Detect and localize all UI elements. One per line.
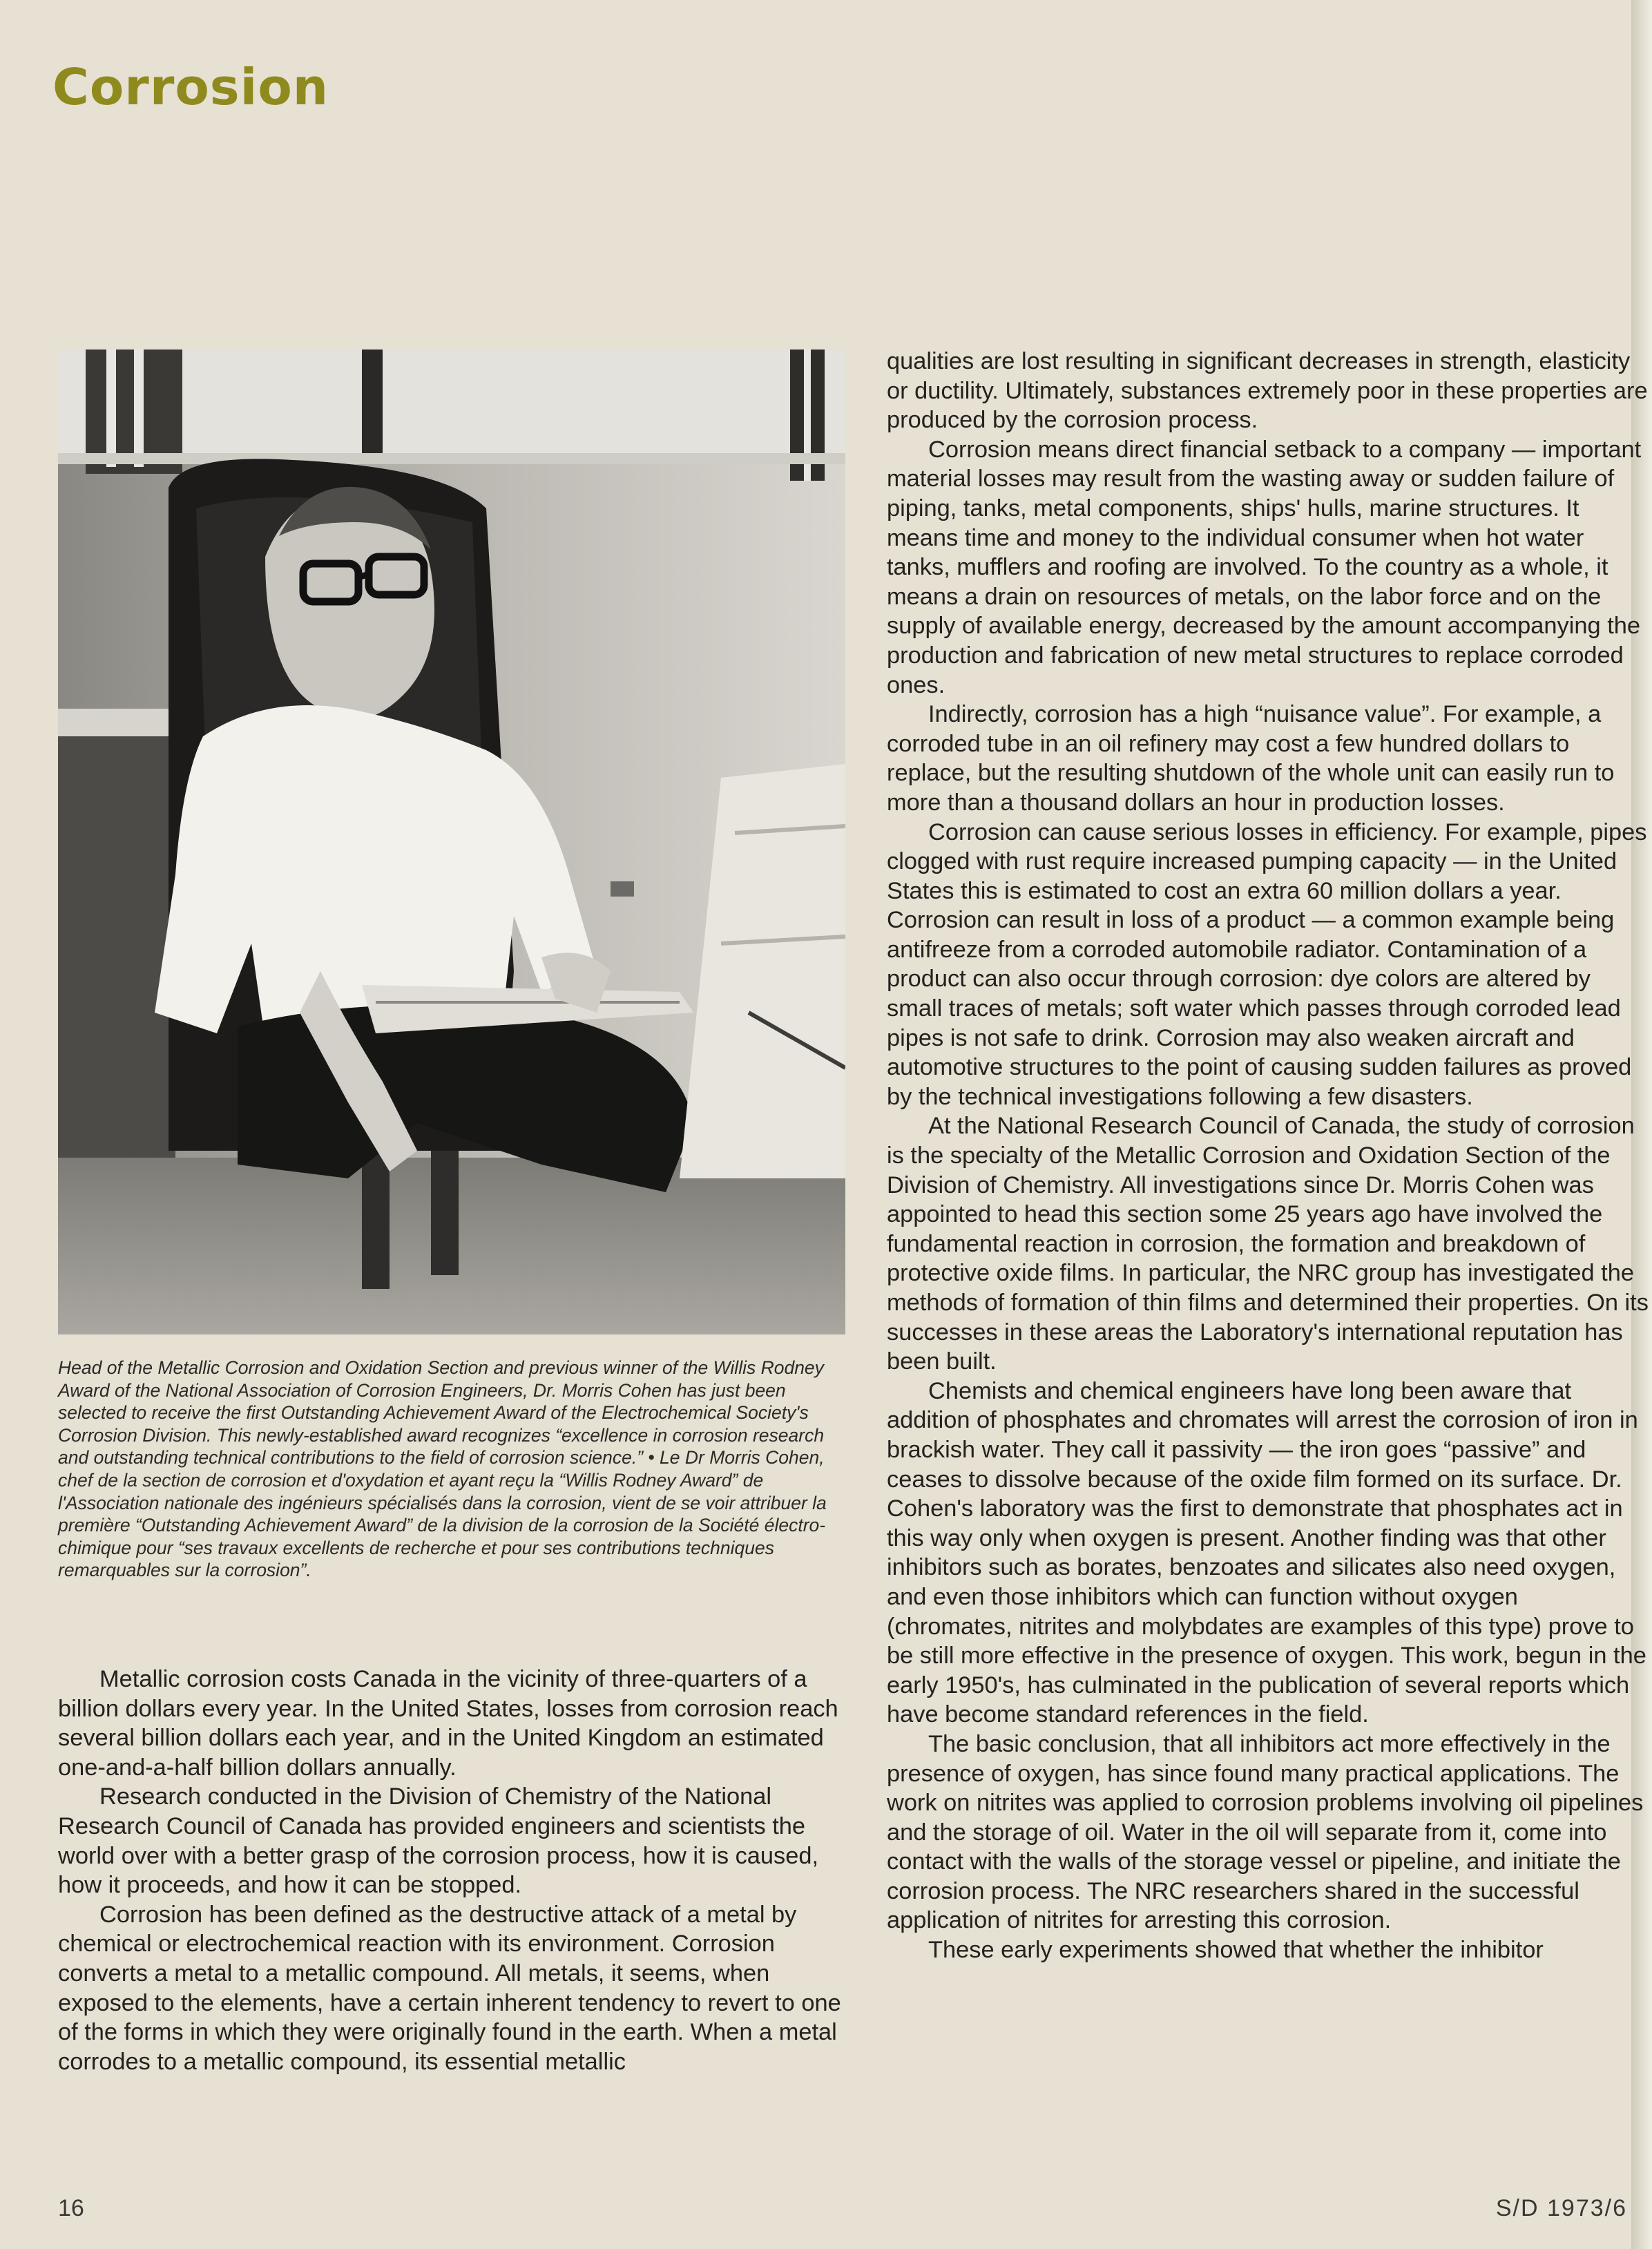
page-title: Corrosion — [52, 58, 329, 116]
portrait-photo — [58, 350, 845, 1334]
paragraph: At the National Research Council of Canada, the study of corrosion is the specialty of the Metallic Corrosion and Oxidation Section of the Division of Chemistry. All investigations since Dr. Morris Cohen was appointed to head this section some 25 years ago have involved the fundamental reaction in corrosion, the formation and breakdown of protective oxide films. In particular, the NRC group has investigated the methods of formation of thin films and determined their properties. On its successes in these areas the Laboratory's international reputation has been built. — [887, 1113, 1649, 1375]
paragraph: Indirectly, corrosion has a high “nuisance value”. For example, a corroded tube in an oil refinery may cost a few hundred dollars to replace, but the resulting shutdown of the whole unit can easily run to more than a thousand dollars an hour in production losses. — [887, 701, 1615, 816]
issue-label: S/D 1973/6 — [1495, 2195, 1627, 2221]
page-number: 16 — [58, 2195, 84, 2221]
paragraph: Chemists and chemical engineers have long been aware that addition of phosphates and chromates will arrest the corrosion of iron in brackish water. They call it passivity — the iron goes “passive” and ceases to dissolve because of the oxide film formed on its surface. Dr. Cohen's laboratory was the first to demonstrate that phosphates act in this way only when oxygen is present. Another finding was that other inhibitors such as borates, benzoates and silicates also need oxygen, and even those inhibitors which can function without oxygen (chromates, nitrites and molybdates are examples of this type) prove to be still more effective in the presence of oxygen. This work, begun in the early 1950's, has culminated in the publication of several reports which have become standard references in the field. — [887, 1377, 1646, 1728]
paragraph: The basic conclusion, that all inhibitors act more effectively in the presence of oxygen, has since found many practical applications. The work on nitrites was applied to corrosion problems involving oil pipelines and the storage of oil. Water in the oil will separate from it, come into contact with the walls of the storage vessel or pipeline, and initiate the corrosion process. The NRC researchers shared in the successful application of nitrites for arresting this corrosion. — [887, 1730, 1644, 1934]
photo-caption: Head of the Metallic Corrosion and Oxidation Section and previous winner of the Willis Rodney Award of the National Association of Corrosion Engineers, Dr. Morris Cohen has just been selected to receive the first Outstanding Achievement Award of the Electrochemical Society's Corrosion Division. This newly-established award recognizes “excellence in corrosion research and outstanding technical contributions to the field of corrosion science.” • Le Dr Morris Cohen, chef de la section de corrosion et d'oxydation et ayant reçu la “Willis Rodney Award” de l'Association nationale des ingénieurs spécialisés dans la corrosion, vient de se voir attribuer la première “Outstanding Achievement Award” de la division de la corrosion de la Société électro-chimique pour “ses travaux excellents de recherche et pour ses contributions techniques remarquables sur la corrosion”. — [58, 1357, 827, 1581]
paragraph-continuation: qualities are lost resulting in significant decreases in strength, elasticity or ductility. Ultimately, substances extremely poor in these properties are produced by the corrosion process. — [887, 348, 1648, 434]
paragraph: Corrosion has been defined as the destructive attack of a metal by chemical or electrochemical reaction with its environment. Corrosion converts a metal to a metallic compound. All metals, it seems, when exposed to the elements, have a certain inherent tendency to revert to one of the forms in which they were originally found in the earth. When a metal corrodes to a metallic compound, its essential metallic — [58, 1901, 841, 2075]
paragraph: These early experiments showed that whether the inhibitor — [928, 1937, 1544, 1964]
paragraph: Metallic corrosion costs Canada in the vicinity of three-quarters of a billion dollars every year. In the United States, losses from corrosion reach several billion dollars each year, and in the United Kingdom an estimated one-and-a-half billion dollars annually. — [58, 1666, 838, 1781]
paragraph: Corrosion can cause serious losses in efficiency. For example, pipes clogged with rust require increased pumping capacity — in the United States this is estimated to cost an extra 60 million dollars a year. Corrosion can result in loss of a product — a common example being antifreeze from a corroded automobile radiator. Contamination of a product can also occur through corrosion: dye colors are altered by small traces of metals; soft water which passes through corroded lead pipes is not safe to drink. Corrosion may also weaken aircraft and automotive structures to the point of causing sudden failures as proved by the technical investigations following a few disasters. — [887, 819, 1647, 1110]
article-right-column — [887, 347, 1649, 1965]
article-left-column — [58, 1665, 845, 2076]
portrait-photo-illustration — [58, 350, 845, 1334]
paragraph: Research conducted in the Division of Chemistry of the National Research Council of Canada has provided engineers and scientists the world over with a better grasp of the corrosion process, how it is caused, how it proceeds, and how it can be stopped. — [58, 1783, 819, 1899]
paragraph: Corrosion means direct financial setback to a company — important material losses may result from the wasting away or sudden failure of piping, tanks, metal components, ships' hulls, marine structures. It means time and money to the individual consumer when hot water tanks, mufflers and roofing are involved. To the country as a whole, it means a drain on resources of metals, on the labor force and on the supply of available energy, decreased by the amount accompanying the production and fabrication of new metal structures to replace corroded ones. — [887, 436, 1642, 698]
